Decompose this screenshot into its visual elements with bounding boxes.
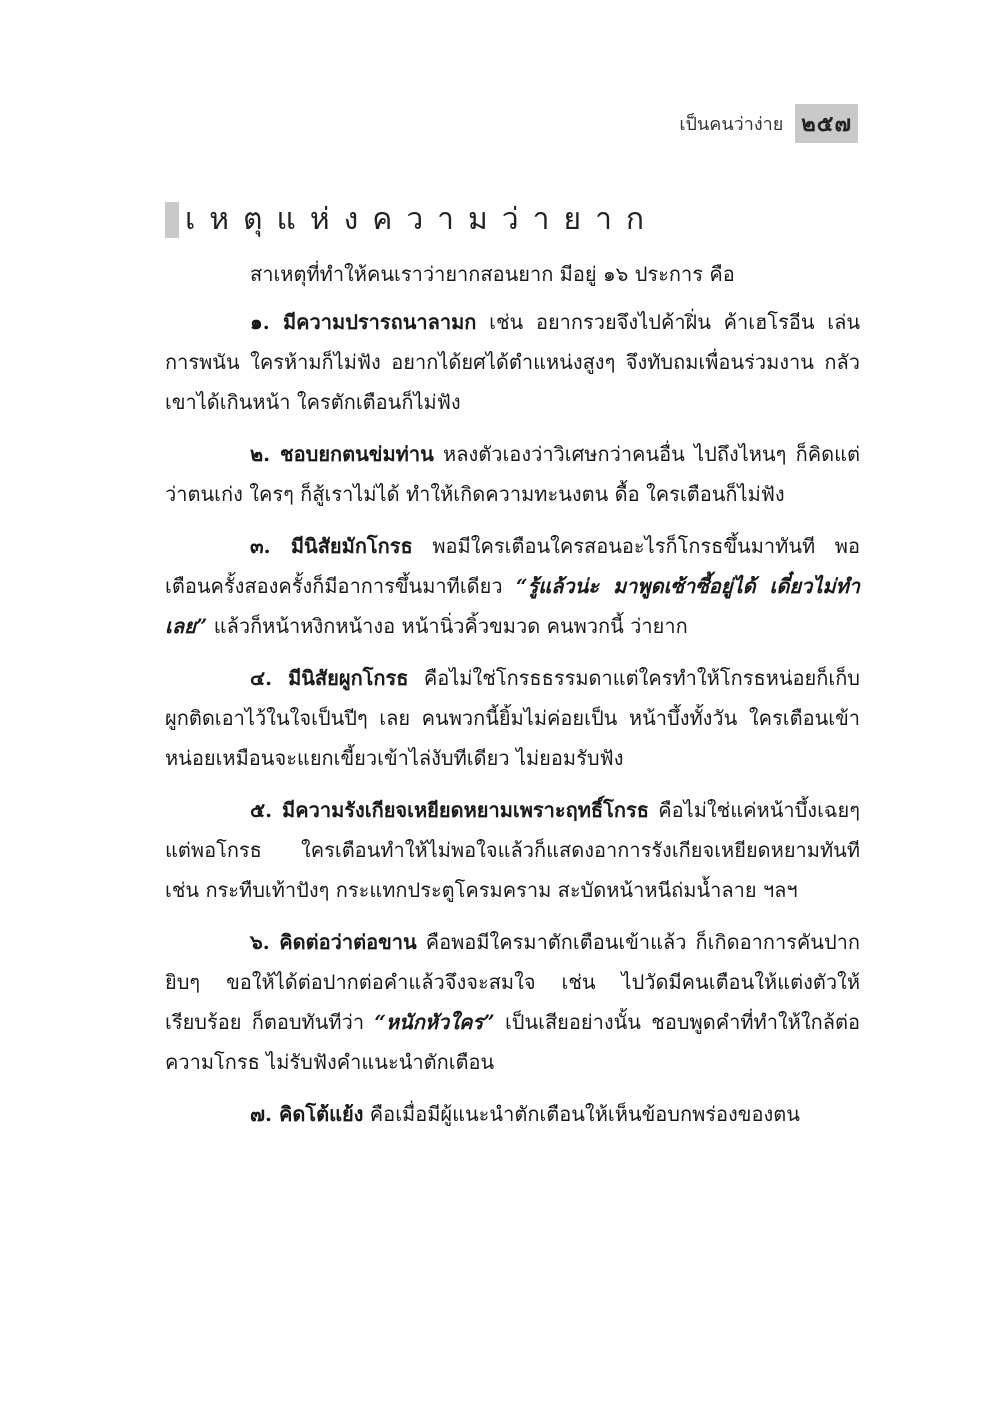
item-text: เป็นเสียอย่างนั้น ชอบพูดคำที่ทำให้ใกล้ต่อความโกรธ ไม่รับฟังคำแนะนำตักเตือน <box>165 1010 860 1074</box>
item-text: พอมีใครเตือนใครสอนอะไรก็โกรธขึ้นมาทันที พอเตือนครั้งสองครั้งก็มีอาการขึ้นมาทีเดียว <box>165 534 860 598</box>
list-item-7 <box>165 1094 860 1134</box>
item-title: ๒. ชอบยกตนข่มท่าน <box>250 442 434 466</box>
heading-marker <box>165 202 179 238</box>
item-text: คือเมื่อมีผู้แนะนำตักเตือนให้เห็นข้อบกพร่องของตน <box>369 1102 800 1126</box>
item-title: ๖. คิดต่อว่าต่อขาน <box>250 930 417 954</box>
item-title: ๓. มีนิสัยมักโกรธ <box>250 534 413 558</box>
item-text: เช่น อยากรวยจึงไปค้าฝิ่น ค้าเฮโรอีน เล่นการพนัน ใครห้ามก็ไม่ฟัง อยากได้ยศได้ตำแหน่งสูงๆ จึงทับถมเพื่อนร่วมงาน กลัวเขาได้เกินหน้า ใครตักเตือนก็ไม่ฟัง <box>165 310 860 414</box>
list-item-5 <box>165 790 860 910</box>
list-item-6 <box>165 922 860 1082</box>
item-quote: “รู้แล้วน่ะ มาพูดเซ้าซี้อยู่ได้ เดี๋ยวไม่ทำเลย” <box>165 574 860 638</box>
item-title: ๗. คิดโต้แย้ง <box>250 1102 364 1126</box>
body-text <box>165 254 860 1146</box>
list-item-4 <box>165 658 860 778</box>
list-item-2 <box>165 434 860 514</box>
section-heading <box>165 196 658 243</box>
item-text: แล้วก็หน้าหงิกหน้างอ หน้านิ่วคิ้วขมวด คนพวกนี้ ว่ายาก <box>213 614 688 638</box>
list-item-3 <box>165 526 860 646</box>
item-title: ๑. มีความปรารถนาลามก <box>250 310 477 334</box>
section-heading-text: เหตุแห่งความว่ายาก <box>185 202 659 237</box>
item-text: คือพอมีใครมาตักเตือนเข้าแล้ว ก็เกิดอาการคันปากยิบๆ ขอให้ได้ต่อปากต่อคำแล้วจึงจะสมใจ เช่น ไปวัดมีคนเตือนให้แต่งตัวให้เรียบร้อย ก็ตอบทันทีว่า <box>165 930 861 1034</box>
item-title: ๕. มีความรังเกียจเหยียดหยามเพราะฤทธิ์โกรธ <box>250 798 649 822</box>
running-header-title: เป็นคนว่าง่าย <box>679 114 784 135</box>
item-quote: “หนักหัวใคร” <box>374 1010 495 1034</box>
running-header <box>679 104 858 143</box>
item-text: คือไม่ใช่แค่หน้าบึ้งเฉยๆ แต่พอโกรธ ใครเตือนทำให้ไม่พอใจแล้วก็แสดงอาการรังเกียจเหยียดหยามทันที เช่น กระทืบเท้าปังๆ กระแทกประตูโครมคราม สะบัดหน้าหนีถ่มน้ำลาย ฯลฯ <box>165 798 860 902</box>
item-title: ๔. มีนิสัยผูกโกรธ <box>250 666 409 690</box>
item-text: หลงตัวเองว่าวิเศษกว่าคนอื่น ไปถึงไหนๆ ก็คิดแต่ว่าตนเก่ง ใครๆ ก็สู้เราไม่ได้ ทำให้เกิดความทะนงตน ดื้อ ใครเตือนก็ไม่ฟัง <box>165 442 861 506</box>
list-item-1 <box>165 302 860 422</box>
intro-paragraph: สาเหตุที่ทำให้คนเราว่ายากสอนยาก มีอยู่ ๑๖ ประการ คือ <box>250 262 735 286</box>
item-text: คือไม่ใช่โกรธธรรมดาแต่ใครทำให้โกรธหน่อยก็เก็บผูกติดเอาไว้ในใจเป็นปีๆ เลย คนพวกนี้ยิ้มไม่ค่อยเป็น หน้าบึ้งทั้งวัน ใครเตือนเข้าหน่อยเหมือนจะแยกเขี้ยวเข้าไล่งับทีเดียว ไม่ยอมรับฟัง <box>165 666 860 770</box>
page-number: ๒๕๗ <box>795 104 858 143</box>
